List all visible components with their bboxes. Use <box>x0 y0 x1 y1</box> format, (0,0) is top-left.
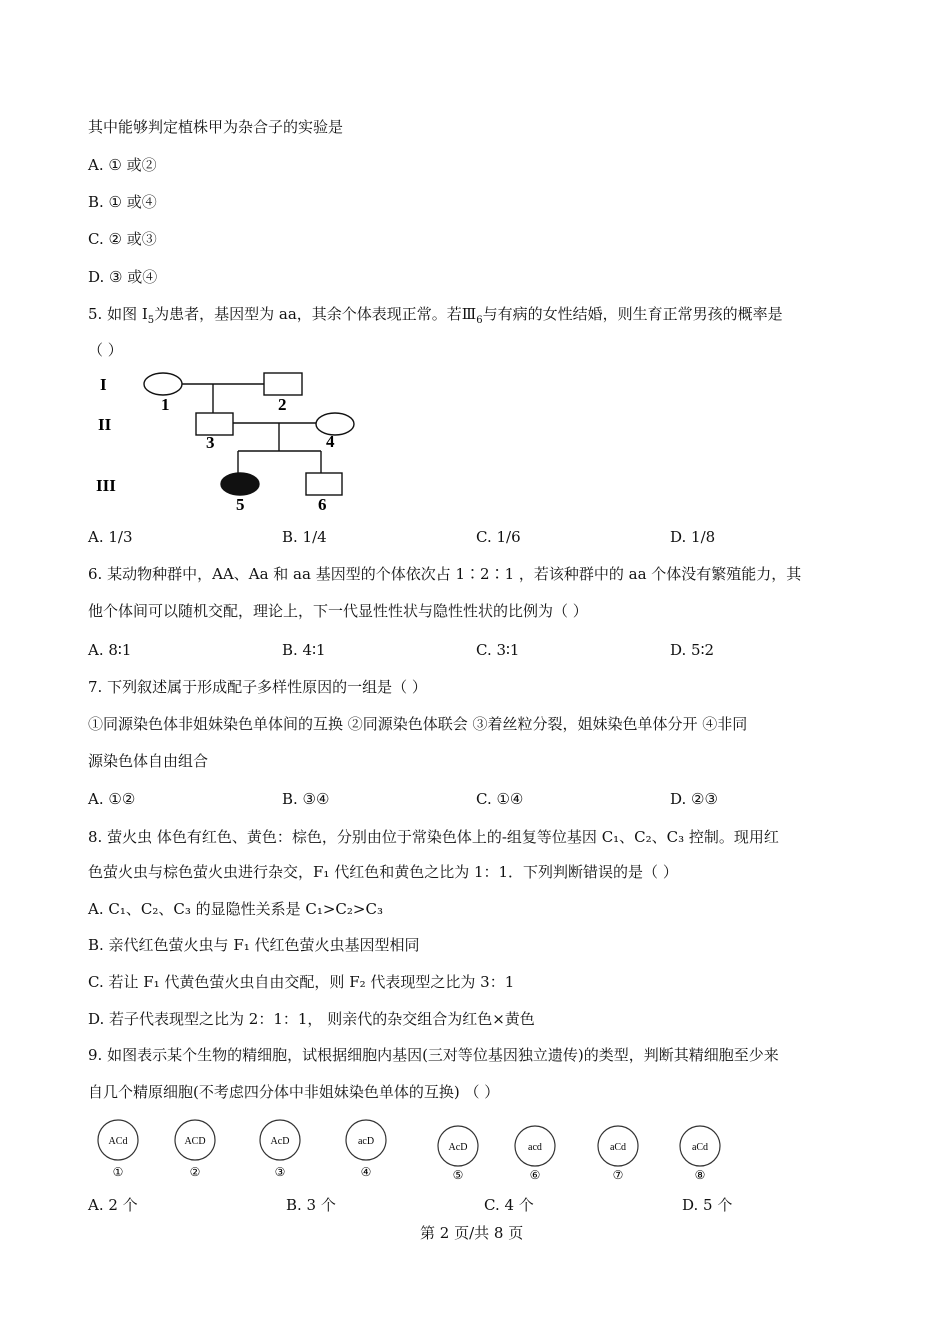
cell-genes: acD <box>357 1136 375 1147</box>
individual-number-2: 2 <box>278 395 287 414</box>
cell-number: ⑤ <box>452 1168 464 1182</box>
individual-number-5: 5 <box>236 495 245 514</box>
q5-answer-paren: （ ） <box>88 341 123 359</box>
q6-option-d: D. 5∶2 <box>670 641 715 659</box>
cell-8 <box>680 1126 720 1182</box>
q8-stem-line2: 色萤火虫与棕色萤火虫进行杂交，F₁ 代红色和黄色之比为 1：1．下列判断错误的是（ ） <box>88 863 678 881</box>
q9-option-c: C. 4 个 <box>484 1196 534 1214</box>
cell-6 <box>515 1126 555 1182</box>
option-c: C. ② 或③ <box>88 230 157 248</box>
q9-stem-line2: 自几个精原细胞(不考虑四分体中非姐妹染色单体的互换) （ ） <box>88 1083 500 1101</box>
sperm-cells-diagram <box>80 1116 740 1186</box>
pedigree-chart <box>88 365 368 515</box>
cell-genes: AcD <box>270 1136 290 1147</box>
q7-option-b: B. ③④ <box>282 790 330 808</box>
q7-stem-line2: ①同源染色体非姐妹染色单体间的互换 ②同源染色体联会 ③着丝粒分裂，姐妹染色单体分开 ④非同 <box>88 715 748 733</box>
cell-genes: aCd <box>609 1142 627 1153</box>
q7-stem-line1: 7. 下列叙述属于形成配子多样性原因的一组是（ ） <box>88 678 427 696</box>
q7-stem-line3: 源染色体自由组合 <box>88 752 209 770</box>
cell-number: ④ <box>360 1165 372 1179</box>
cell-number: ⑥ <box>529 1168 541 1182</box>
question-stem-end: 其中能够判定植株甲为杂合子的实验是 <box>88 118 344 136</box>
page-footer: 第 2 页/共 8 页 <box>420 1224 524 1242</box>
cell-number: ⑦ <box>612 1168 624 1182</box>
q5-option-c: C. 1/6 <box>476 528 521 546</box>
cell-2 <box>175 1120 215 1179</box>
q8-option-c: C. 若让 F₁ 代黄色萤火虫自由交配，则 F₂ 代表现型之比为 3：1 <box>88 973 515 991</box>
q5-stem: 5. 如图 $I_5$为患者，基因型为 aa，其余个体表现正常。若$Ⅲ_6$与有病的女性结婚，则生育正常男孩的概率是 <box>88 305 783 326</box>
cell-number: ③ <box>274 1165 286 1179</box>
q6-option-c: C. 3∶1 <box>476 641 520 659</box>
cell-number: ⑧ <box>694 1168 706 1182</box>
q7-option-d: D. ②③ <box>670 790 718 808</box>
individual-4-female <box>316 413 354 435</box>
cell-7 <box>598 1126 638 1182</box>
cell-3 <box>260 1120 300 1179</box>
cell-4 <box>346 1120 386 1179</box>
cell-genes: aCd <box>691 1142 709 1153</box>
q9-stem-line1: 9. 如图表示某个生物的精细胞，试根据细胞内基因(三对等位基因独立遗传)的类型，判断其精细胞至少来 <box>88 1046 779 1064</box>
generation-label-1: I <box>100 375 107 394</box>
cell-genes: ACd <box>108 1136 128 1147</box>
q5-option-a: A. 1/3 <box>88 528 133 546</box>
generation-label-3: III <box>96 476 116 495</box>
individual-number-3: 3 <box>206 433 215 452</box>
individual-5-affected-female <box>221 473 259 495</box>
option-b: B. ① 或④ <box>88 193 157 211</box>
individual-1-female <box>144 373 182 395</box>
cell-1 <box>98 1120 138 1179</box>
cell-genes: acd <box>528 1142 542 1153</box>
cell-genes: ACD <box>184 1136 206 1147</box>
individual-6-male <box>306 473 342 495</box>
q5-option-d: D. 1/8 <box>670 528 716 546</box>
individual-number-1: 1 <box>161 395 170 414</box>
option-a: A. ① 或② <box>88 156 157 174</box>
option-d: D. ③ 或④ <box>88 268 158 286</box>
q7-option-c: C. ①④ <box>476 790 524 808</box>
individual-2-male <box>264 373 302 395</box>
cell-number: ② <box>189 1165 201 1179</box>
cell-number: ① <box>112 1165 124 1179</box>
cell-genes: AcD <box>448 1142 468 1153</box>
individual-3-male <box>196 413 233 435</box>
q6-stem-line1: 6. 某动物种群中，AA、Aa 和 aa 基因型的个体依次占 1∶2∶1 ，若该种群中的 aa 个体没有繁殖能力，其 <box>88 565 802 583</box>
individual-number-6: 6 <box>318 495 327 514</box>
q7-option-a: A. ①② <box>88 790 136 808</box>
q6-stem-line2: 他个体间可以随机交配，理论上，下一代显性性状与隐性性状的比例为（ ） <box>88 602 588 620</box>
q8-stem-line1: 8. 萤火虫 体色有红色、黄色：棕色，分别由位于常染色体上的-组复等位基因 C₁、C₂、C₃ 控制。现用红 <box>88 828 779 846</box>
q6-option-b: B. 4∶1 <box>282 641 326 659</box>
q8-option-b: B. 亲代红色萤火虫与 F₁ 代红色萤火虫基因型相同 <box>88 936 420 954</box>
q9-option-d: D. 5 个 <box>682 1196 733 1214</box>
q9-option-a: A. 2 个 <box>88 1196 138 1214</box>
q9-option-b: B. 3 个 <box>286 1196 336 1214</box>
generation-label-2: II <box>98 415 112 434</box>
q8-option-d: D. 若子代表现型之比为 2：1：1， 则亲代的杂交组合为红色×黄色 <box>88 1010 535 1028</box>
cell-5 <box>438 1126 478 1182</box>
q8-option-a: A. C₁、C₂、C₃ 的显隐性关系是 C₁>C₂>C₃ <box>88 900 383 918</box>
q5-option-b: B. 1/4 <box>282 528 327 546</box>
q6-option-a: A. 8∶1 <box>88 641 132 659</box>
individual-number-4: 4 <box>326 432 335 451</box>
